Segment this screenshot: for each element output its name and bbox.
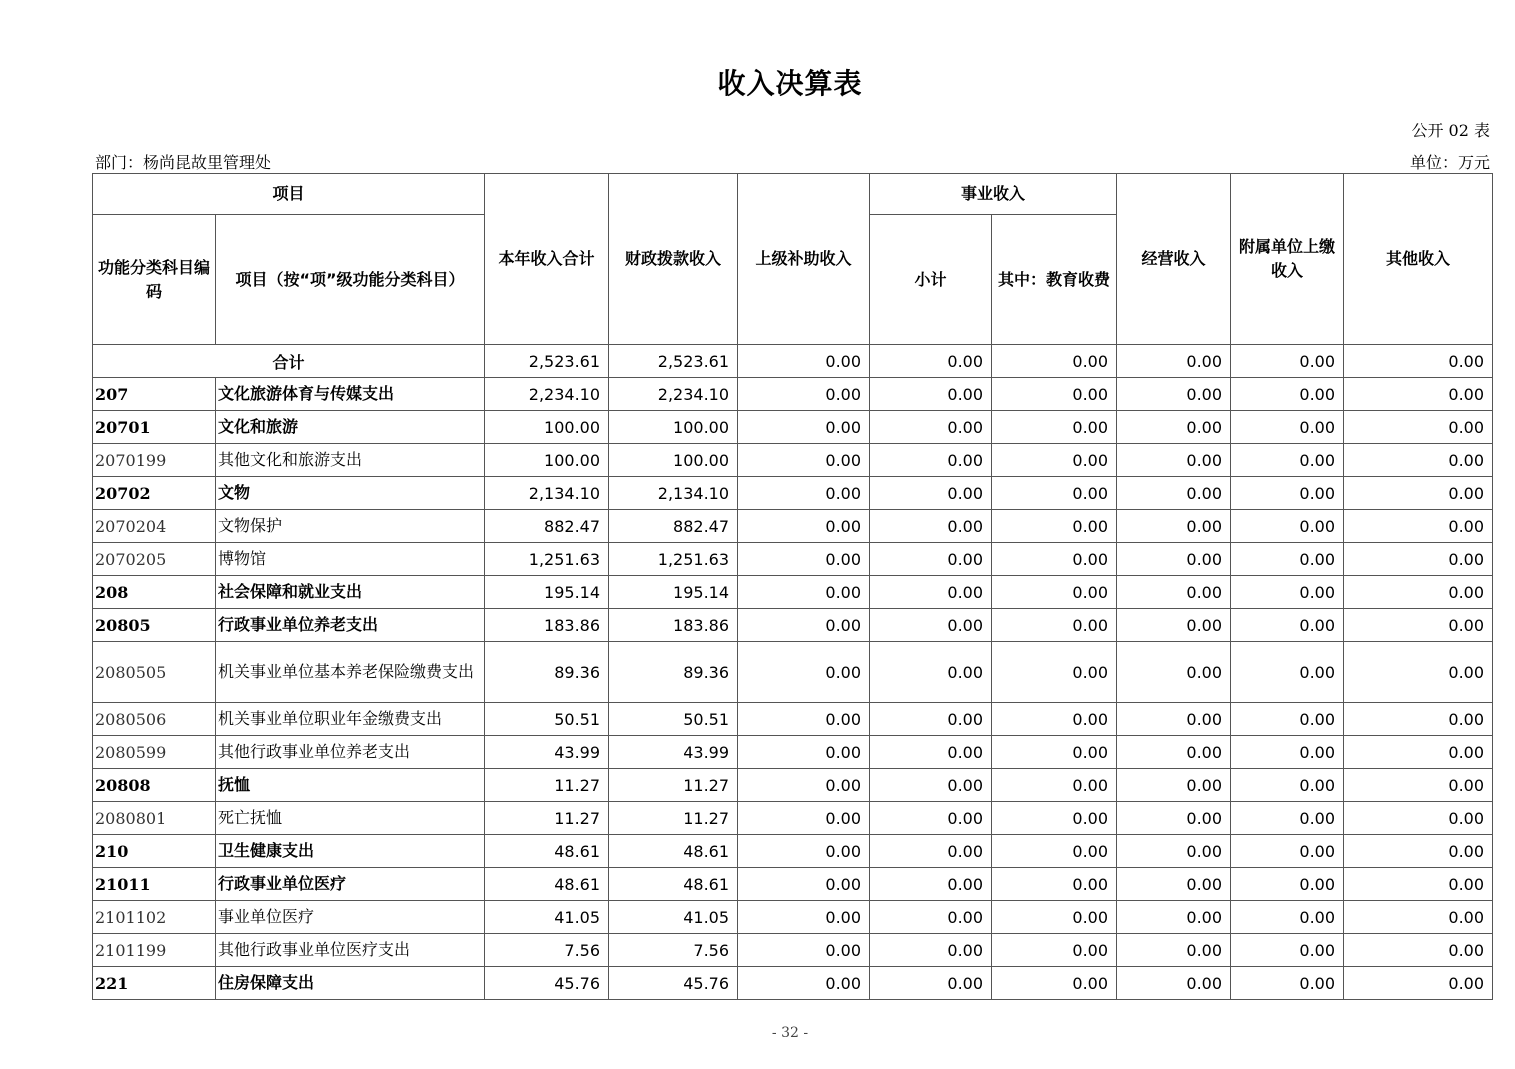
amount-cell: 0.00 [870,378,992,411]
total-cell: 2,523.61 [609,345,738,378]
amount-cell: 0.00 [992,576,1117,609]
amount-cell: 0.00 [1231,967,1344,1000]
amount-cell: 0.00 [992,769,1117,802]
header-business-income: 事业收入 [870,174,1117,215]
func-code-cell: 2070205 [93,543,216,576]
func-code-cell: 20702 [93,477,216,510]
amount-cell: 100.00 [609,411,738,444]
amount-cell: 0.00 [1231,901,1344,934]
amount-cell: 0.00 [992,835,1117,868]
amount-cell: 0.00 [1231,378,1344,411]
amount-cell: 195.14 [485,576,609,609]
amount-cell: 0.00 [1344,703,1493,736]
func-code-cell: 207 [93,378,216,411]
amount-cell: 0.00 [738,609,870,642]
item-name-cell: 文物保护 [216,510,485,543]
amount-cell: 0.00 [992,543,1117,576]
amount-cell: 0.00 [870,934,992,967]
amount-cell: 0.00 [1231,477,1344,510]
amount-cell: 0.00 [870,411,992,444]
amount-cell: 7.56 [609,934,738,967]
amount-cell: 0.00 [870,967,992,1000]
amount-cell: 48.61 [485,868,609,901]
amount-cell: 2,134.10 [485,477,609,510]
func-code-cell: 2080506 [93,703,216,736]
total-cell: 0.00 [738,345,870,378]
amount-cell: 0.00 [1117,642,1231,703]
total-row [93,345,1493,378]
table-row [93,543,1493,576]
amount-cell: 0.00 [1117,703,1231,736]
amount-cell: 0.00 [1117,769,1231,802]
amount-cell: 0.00 [738,703,870,736]
total-cell: 0.00 [870,345,992,378]
amount-cell: 0.00 [1117,736,1231,769]
header-total-income: 本年收入合计 [485,174,609,345]
amount-cell: 0.00 [1231,868,1344,901]
amount-cell: 43.99 [485,736,609,769]
amount-cell: 0.00 [1344,609,1493,642]
amount-cell: 0.00 [1117,378,1231,411]
amount-cell: 0.00 [1117,901,1231,934]
amount-cell: 0.00 [1117,868,1231,901]
amount-cell: 0.00 [1231,642,1344,703]
amount-cell: 0.00 [992,510,1117,543]
amount-cell: 0.00 [1344,802,1493,835]
table-row [93,835,1493,868]
header-operating: 经营收入 [1117,174,1231,345]
amount-cell: 0.00 [992,378,1117,411]
amount-cell: 0.00 [1231,444,1344,477]
header-affiliated: 附属单位上缴收入 [1231,174,1344,345]
amount-cell: 1,251.63 [609,543,738,576]
amount-cell: 41.05 [609,901,738,934]
amount-cell: 0.00 [870,835,992,868]
table-body [93,345,1493,1000]
amount-cell: 0.00 [1231,411,1344,444]
item-name-cell: 死亡抚恤 [216,802,485,835]
amount-cell: 0.00 [1344,576,1493,609]
func-code-cell: 210 [93,835,216,868]
unit-label: 单位：万元 [1409,153,1490,172]
amount-cell: 0.00 [1117,835,1231,868]
item-name-cell: 博物馆 [216,543,485,576]
amount-cell: 0.00 [1344,378,1493,411]
page-title: 收入决算表 [717,67,863,100]
func-code-cell: 20701 [93,411,216,444]
amount-cell: 0.00 [1344,769,1493,802]
header-project: 项目 [93,174,485,215]
amount-cell: 48.61 [485,835,609,868]
amount-cell: 0.00 [1117,576,1231,609]
amount-cell: 0.00 [1231,703,1344,736]
func-code-cell: 221 [93,967,216,1000]
amount-cell: 0.00 [1117,510,1231,543]
total-cell: 2,523.61 [485,345,609,378]
amount-cell: 0.00 [870,769,992,802]
item-name-cell: 其他文化和旅游支出 [216,444,485,477]
amount-cell: 0.00 [1117,444,1231,477]
amount-cell: 183.86 [609,609,738,642]
amount-cell: 0.00 [738,477,870,510]
item-name-cell: 文化和旅游 [216,411,485,444]
item-name-cell: 其他行政事业单位养老支出 [216,736,485,769]
amount-cell: 0.00 [1231,576,1344,609]
table-row [93,642,1493,703]
func-code-cell: 2070204 [93,510,216,543]
total-cell: 0.00 [1231,345,1344,378]
header-education-fee: 其中：教育收费 [992,215,1117,345]
amount-cell: 0.00 [870,703,992,736]
amount-cell: 0.00 [738,901,870,934]
amount-cell: 0.00 [1344,835,1493,868]
total-label: 合计 [93,345,485,378]
amount-cell: 11.27 [609,769,738,802]
func-code-cell: 2101199 [93,934,216,967]
amount-cell: 882.47 [609,510,738,543]
header-superior-subsidy: 上级补助收入 [738,174,870,345]
amount-cell: 7.56 [485,934,609,967]
table-row [93,411,1493,444]
item-name-cell: 社会保障和就业支出 [216,576,485,609]
item-name-cell: 机关事业单位职业年金缴费支出 [216,703,485,736]
amount-cell: 45.76 [609,967,738,1000]
amount-cell: 195.14 [609,576,738,609]
total-cell: 0.00 [992,345,1117,378]
amount-cell: 0.00 [870,736,992,769]
table-row [93,901,1493,934]
header-func-code: 功能分类科目编码 [93,215,216,345]
table-row [93,868,1493,901]
amount-cell: 0.00 [738,736,870,769]
item-name-cell: 机关事业单位基本养老保险缴费支出 [216,642,485,703]
table-row [93,576,1493,609]
amount-cell: 0.00 [1344,477,1493,510]
amount-cell: 0.00 [738,642,870,703]
amount-cell: 0.00 [1117,967,1231,1000]
amount-cell: 0.00 [1117,609,1231,642]
total-cell: 0.00 [1117,345,1231,378]
amount-cell: 0.00 [992,444,1117,477]
amount-cell: 0.00 [1344,967,1493,1000]
item-name-cell: 抚恤 [216,769,485,802]
amount-cell: 0.00 [870,444,992,477]
amount-cell: 0.00 [870,477,992,510]
amount-cell: 11.27 [485,802,609,835]
func-code-cell: 21011 [93,868,216,901]
amount-cell: 89.36 [485,642,609,703]
header-fiscal: 财政拨款收入 [609,174,738,345]
amount-cell: 0.00 [1344,901,1493,934]
item-name-cell: 行政事业单位医疗 [216,868,485,901]
table-row [93,444,1493,477]
amount-cell: 2,134.10 [609,477,738,510]
amount-cell: 0.00 [1231,609,1344,642]
header-subtotal: 小计 [870,215,992,345]
amount-cell: 0.00 [992,642,1117,703]
amount-cell: 0.00 [870,543,992,576]
amount-cell: 0.00 [1231,835,1344,868]
form-number: 公开 02 表 [1411,121,1490,140]
table-row [93,934,1493,967]
amount-cell: 0.00 [1231,510,1344,543]
header-other: 其他收入 [1344,174,1493,345]
amount-cell: 0.00 [1117,802,1231,835]
amount-cell: 0.00 [1117,934,1231,967]
amount-cell: 882.47 [485,510,609,543]
amount-cell: 0.00 [992,477,1117,510]
item-name-cell: 行政事业单位养老支出 [216,609,485,642]
amount-cell: 0.00 [1344,642,1493,703]
amount-cell: 0.00 [992,609,1117,642]
amount-cell: 0.00 [1344,411,1493,444]
amount-cell: 100.00 [485,411,609,444]
amount-cell: 0.00 [870,802,992,835]
amount-cell: 0.00 [1344,736,1493,769]
amount-cell: 0.00 [1231,802,1344,835]
amount-cell: 0.00 [870,901,992,934]
income-table [92,173,1493,1000]
amount-cell: 0.00 [738,543,870,576]
amount-cell: 48.61 [609,868,738,901]
amount-cell: 0.00 [738,802,870,835]
amount-cell: 0.00 [1344,444,1493,477]
amount-cell: 0.00 [992,703,1117,736]
amount-cell: 100.00 [485,444,609,477]
amount-cell: 0.00 [992,736,1117,769]
amount-cell: 0.00 [738,576,870,609]
table-row [93,510,1493,543]
amount-cell: 100.00 [609,444,738,477]
table-row [93,703,1493,736]
table-row [93,769,1493,802]
amount-cell: 50.51 [609,703,738,736]
amount-cell: 0.00 [870,868,992,901]
table-row [93,802,1493,835]
func-code-cell: 20808 [93,769,216,802]
amount-cell: 1,251.63 [485,543,609,576]
amount-cell: 0.00 [992,411,1117,444]
item-name-cell: 事业单位医疗 [216,901,485,934]
amount-cell: 0.00 [738,411,870,444]
amount-cell: 0.00 [1344,934,1493,967]
amount-cell: 0.00 [1344,543,1493,576]
header-item-name: 项目（按“项”级功能分类科目） [216,215,485,345]
amount-cell: 0.00 [738,967,870,1000]
amount-cell: 0.00 [738,444,870,477]
amount-cell: 0.00 [738,769,870,802]
item-name-cell: 文物 [216,477,485,510]
amount-cell: 0.00 [1117,411,1231,444]
item-name-cell: 住房保障支出 [216,967,485,1000]
table-row [93,378,1493,411]
amount-cell: 2,234.10 [609,378,738,411]
page-number: - 32 - [771,1025,809,1041]
func-code-cell: 20805 [93,609,216,642]
amount-cell: 11.27 [609,802,738,835]
amount-cell: 0.00 [870,510,992,543]
amount-cell: 0.00 [1231,934,1344,967]
amount-cell: 0.00 [738,868,870,901]
amount-cell: 0.00 [1117,543,1231,576]
amount-cell: 0.00 [738,934,870,967]
amount-cell: 48.61 [609,835,738,868]
amount-cell: 50.51 [485,703,609,736]
amount-cell: 183.86 [485,609,609,642]
amount-cell: 0.00 [870,609,992,642]
amount-cell: 11.27 [485,769,609,802]
amount-cell: 0.00 [1231,736,1344,769]
func-code-cell: 2080505 [93,642,216,703]
amount-cell: 0.00 [1344,868,1493,901]
table-row [93,736,1493,769]
func-code-cell: 2101102 [93,901,216,934]
func-code-cell: 2070199 [93,444,216,477]
amount-cell: 0.00 [1344,510,1493,543]
amount-cell: 41.05 [485,901,609,934]
amount-cell: 0.00 [870,642,992,703]
amount-cell: 0.00 [738,378,870,411]
func-code-cell: 2080801 [93,802,216,835]
amount-cell: 0.00 [992,901,1117,934]
table-row [93,477,1493,510]
func-code-cell: 208 [93,576,216,609]
amount-cell: 0.00 [870,576,992,609]
amount-cell: 0.00 [1117,477,1231,510]
amount-cell: 45.76 [485,967,609,1000]
amount-cell: 43.99 [609,736,738,769]
amount-cell: 89.36 [609,642,738,703]
total-cell: 0.00 [1344,345,1493,378]
amount-cell: 0.00 [1231,769,1344,802]
item-name-cell: 卫生健康支出 [216,835,485,868]
amount-cell: 0.00 [992,934,1117,967]
department-label: 部门：杨尚昆故里管理处 [95,153,272,172]
item-name-cell: 其他行政事业单位医疗支出 [216,934,485,967]
amount-cell: 2,234.10 [485,378,609,411]
amount-cell: 0.00 [1231,543,1344,576]
func-code-cell: 2080599 [93,736,216,769]
amount-cell: 0.00 [992,802,1117,835]
amount-cell: 0.00 [992,967,1117,1000]
table-row [93,609,1493,642]
amount-cell: 0.00 [738,835,870,868]
table-row [93,967,1493,1000]
item-name-cell: 文化旅游体育与传媒支出 [216,378,485,411]
amount-cell: 0.00 [992,868,1117,901]
amount-cell: 0.00 [738,510,870,543]
